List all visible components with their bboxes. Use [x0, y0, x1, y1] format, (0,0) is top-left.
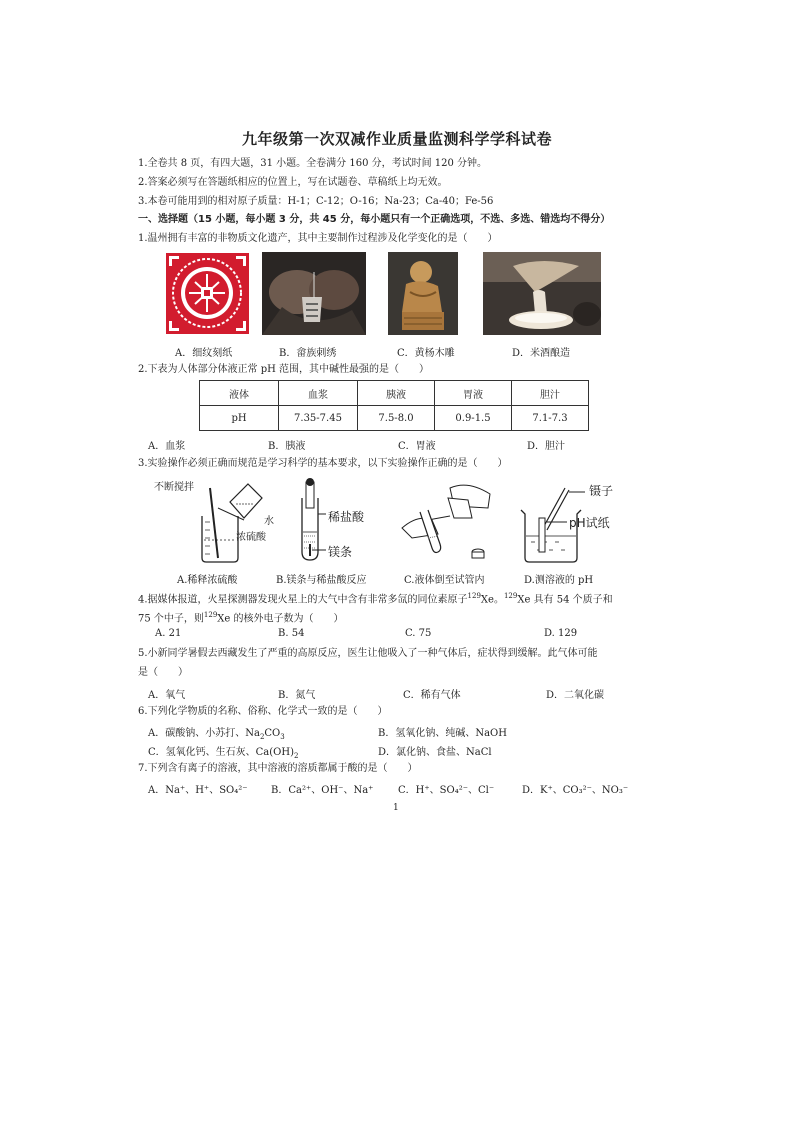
q4-option-d: D. 129	[544, 628, 578, 639]
rice-wine-image	[483, 252, 601, 335]
page-title: 九年级第一次双减作业质量监测科学学科试卷	[241, 130, 552, 148]
table-row	[200, 381, 589, 406]
table-cell: 7.35-7.45	[279, 406, 358, 431]
label-water: 水	[264, 516, 274, 527]
subscript: 2	[294, 752, 299, 760]
q5-option-d: D．二氧化碳	[546, 690, 605, 701]
label-hcl: 稀盐酸	[328, 510, 365, 524]
isotope-mass: 129	[467, 592, 481, 600]
q6-option-d: D．氯化钠、食盐、NaCl	[378, 747, 492, 758]
wood-carving-image	[388, 252, 458, 335]
question-5-line-2: 是（ ）	[138, 667, 188, 678]
q3-option-b: B.镁条与稀盐酸反应	[276, 575, 367, 586]
q4-text-e: Xe 的核外电子数为（ ）	[217, 613, 344, 625]
q4-option-b: B. 54	[278, 628, 305, 639]
subscript: 3	[280, 733, 285, 741]
q5-option-b: B．氮气	[278, 690, 316, 701]
note-3: 3.本卷可能用到的相对原子质量：H-1；C-12；O-16；Na-23；Ca-40；Fe-56	[138, 196, 494, 207]
q3-option-d: D.测溶液的 pH	[524, 575, 594, 586]
q7-option-a: A．Na⁺、H⁺、SO₄²⁻	[148, 785, 248, 796]
q5-option-a: A．氧气	[148, 690, 186, 701]
q4-text-c: Xe 具有 54 个质子和	[517, 594, 613, 606]
q1-option-a: A．细纹刻纸	[175, 348, 233, 359]
q1-option-d: D．米酒酿造	[512, 348, 571, 359]
page-number: 1	[393, 803, 399, 813]
table-cell: 0.9-1.5	[435, 406, 512, 431]
q4-option-a: A. 21	[155, 628, 182, 639]
q6-option-c-text: C．氢氧化钙、生石灰、Ca(OH)	[148, 747, 294, 758]
q6-option-c	[148, 743, 298, 760]
label-ph-paper: pH试纸	[569, 516, 610, 530]
section-heading: 一、选择题（15 小题，每小题 3 分，共 45 分，每小题只有一个正确选项，不选、多选、错选均不得分）	[138, 214, 611, 225]
q3-option-a: A.稀释浓硫酸	[177, 575, 238, 586]
question-6-stem: 6.下列化学物质的名称、俗称、化学式一致的是（ ）	[138, 706, 388, 717]
label-tweezers: 镊子	[589, 484, 614, 498]
q6-option-a-formula: CO	[264, 728, 281, 739]
label-stir: 不断搅拌	[154, 482, 194, 493]
q6-option-b: B．氢氧化钠、纯碱、NaOH	[378, 728, 507, 739]
table-cell: 胃液	[435, 381, 512, 406]
table-cell: pH	[200, 406, 279, 431]
table-cell: 胰液	[358, 381, 435, 406]
q2-option-d: D．胆汁	[527, 441, 566, 452]
isotope-mass: 129	[503, 592, 518, 600]
ph-table	[199, 380, 589, 431]
question-1-stem: 1.温州拥有丰富的非物质文化遗产，其中主要制作过程涉及化学变化的是（ ）	[138, 233, 498, 244]
q4-text-a: 4.据媒体报道，火星探测器发现火星上的大气中含有非常多氙的同位素原子	[138, 594, 468, 606]
measure-ph-diagram	[515, 478, 625, 564]
label-mg: 镁条	[328, 545, 353, 559]
question-7-stem: 7.下列含有离子的溶液，其中溶液的溶质都属于酸的是（ ）	[138, 763, 418, 774]
isotope-mass: 129	[203, 611, 218, 619]
table-row	[200, 406, 589, 431]
subscript: 2	[259, 733, 265, 741]
question-3-stem: 3.实验操作必须正确而规范是学习科学的基本要求，以下实验操作正确的是（ ）	[138, 458, 508, 469]
q2-option-c: C．胃液	[398, 441, 436, 452]
q2-option-a: A．血浆	[148, 441, 186, 452]
q1-option-b: B．畲族刺绣	[279, 348, 337, 359]
q3-option-c: C.液体倒至试管内	[404, 575, 485, 586]
question-4-line-1	[138, 590, 613, 606]
mg-hcl-diagram	[290, 478, 380, 564]
q4-text-d: 75 个中子，则	[138, 613, 204, 625]
table-cell: 7.5-8.0	[358, 406, 435, 431]
q7-option-d: D．K⁺、CO₃²⁻、NO₃⁻	[522, 785, 629, 796]
table-cell: 液体	[200, 381, 279, 406]
q6-option-a	[148, 724, 285, 741]
question-4-line-2	[138, 609, 344, 625]
q6-option-a-text: A．碳酸钠、小苏打、Na	[148, 728, 260, 739]
table-cell: 胆汁	[512, 381, 589, 406]
table-cell: 7.1-7.3	[512, 406, 589, 431]
question-5-line-1: 5.小新同学暑假去西藏发生了严重的高原反应，医生让他吸入了一种气体后，症状得到缓解。此气体可能	[138, 648, 598, 659]
note-1: 1.全卷共 8 页，有四大题，31 小题。全卷满分 160 分，考试时间 120 分钟。	[138, 158, 488, 169]
pour-liquid-diagram	[398, 478, 498, 564]
q4-text-b: Xe。	[480, 594, 504, 606]
q4-option-c: C. 75	[405, 628, 432, 639]
note-2: 2.答案必须写在答题纸相应的位置上，写在试题卷、草稿纸上均无效。	[138, 177, 448, 188]
paper-cutting-image	[165, 252, 250, 335]
q5-option-c: C．稀有气体	[403, 690, 461, 701]
q2-option-b: B．胰液	[268, 441, 306, 452]
q1-option-c: C．黄杨木雕	[397, 348, 455, 359]
q7-option-c: C．H⁺、SO₄²⁻、Cl⁻	[398, 785, 495, 796]
question-2-stem: 2.下表为人体部分体液正常 pH 范围，其中碱性最强的是（ ）	[138, 364, 430, 375]
label-conc-acid: 浓硫酸	[236, 532, 266, 543]
table-cell: 血浆	[279, 381, 358, 406]
dilute-acid-diagram	[152, 478, 282, 564]
q7-option-b: B．Ca²⁺、OH⁻、Na⁺	[271, 785, 374, 796]
embroidery-image	[262, 252, 366, 335]
